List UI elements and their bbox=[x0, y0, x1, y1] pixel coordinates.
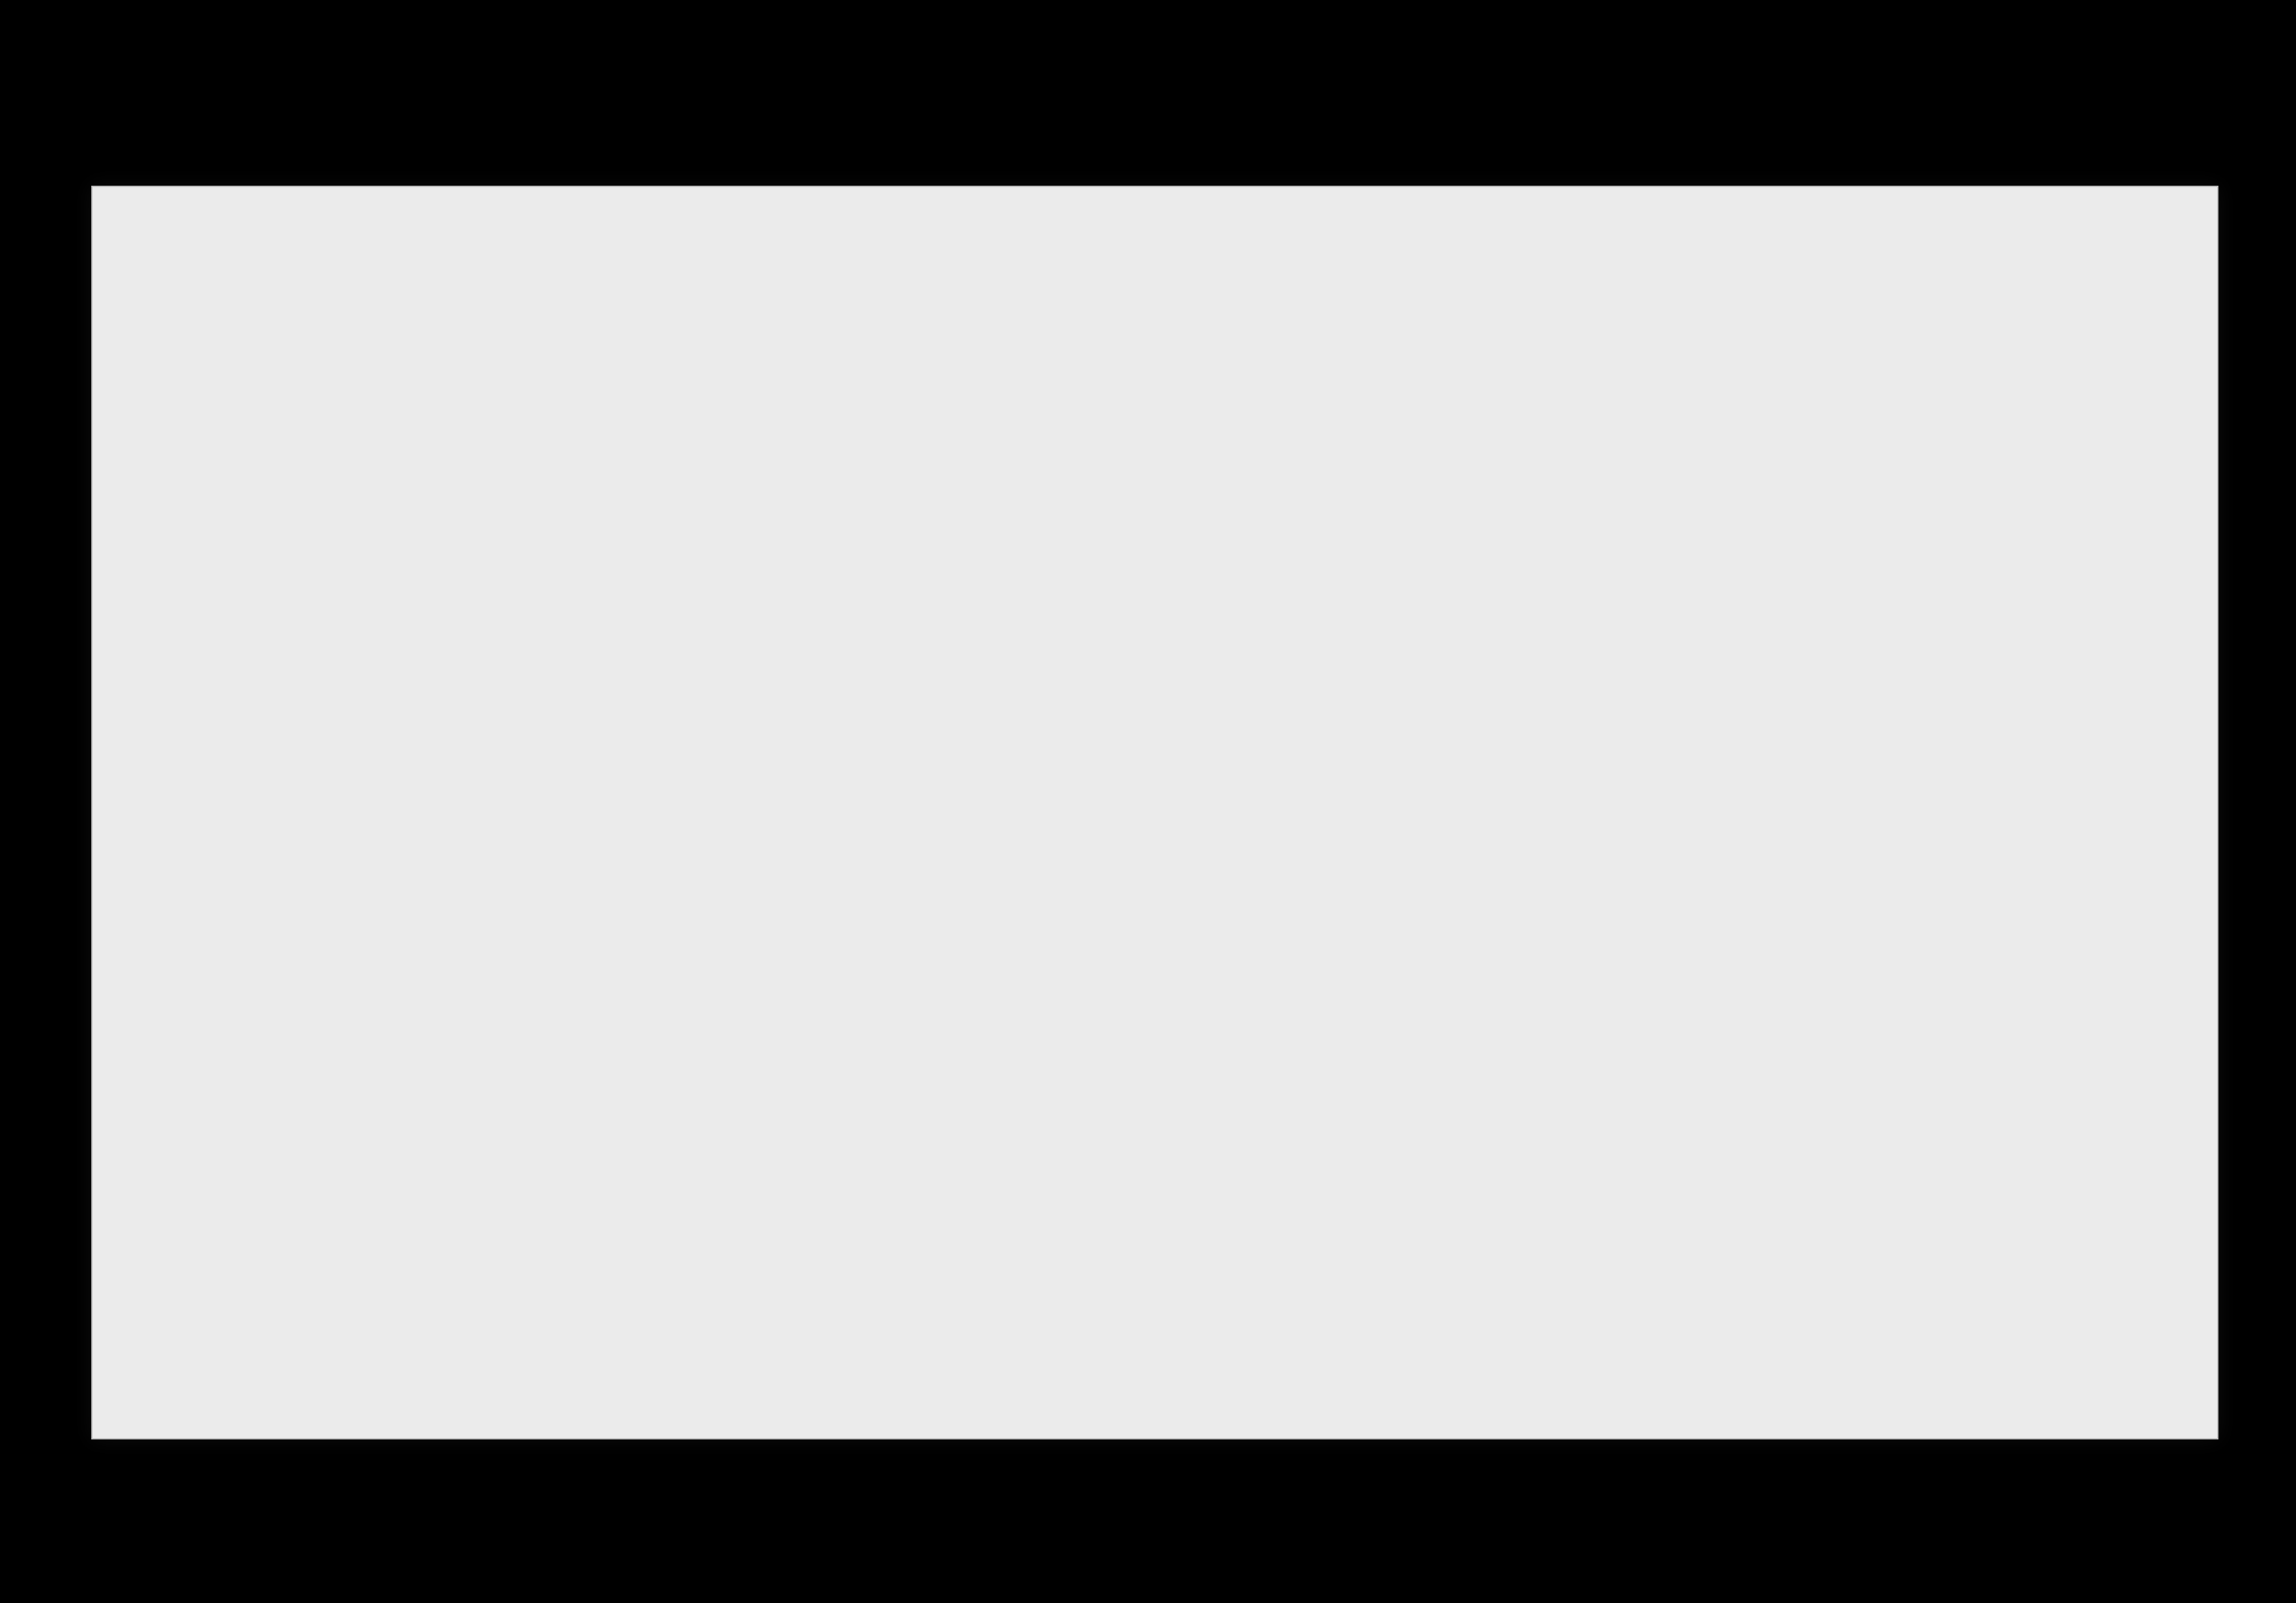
census-card bbox=[91, 186, 2218, 1439]
